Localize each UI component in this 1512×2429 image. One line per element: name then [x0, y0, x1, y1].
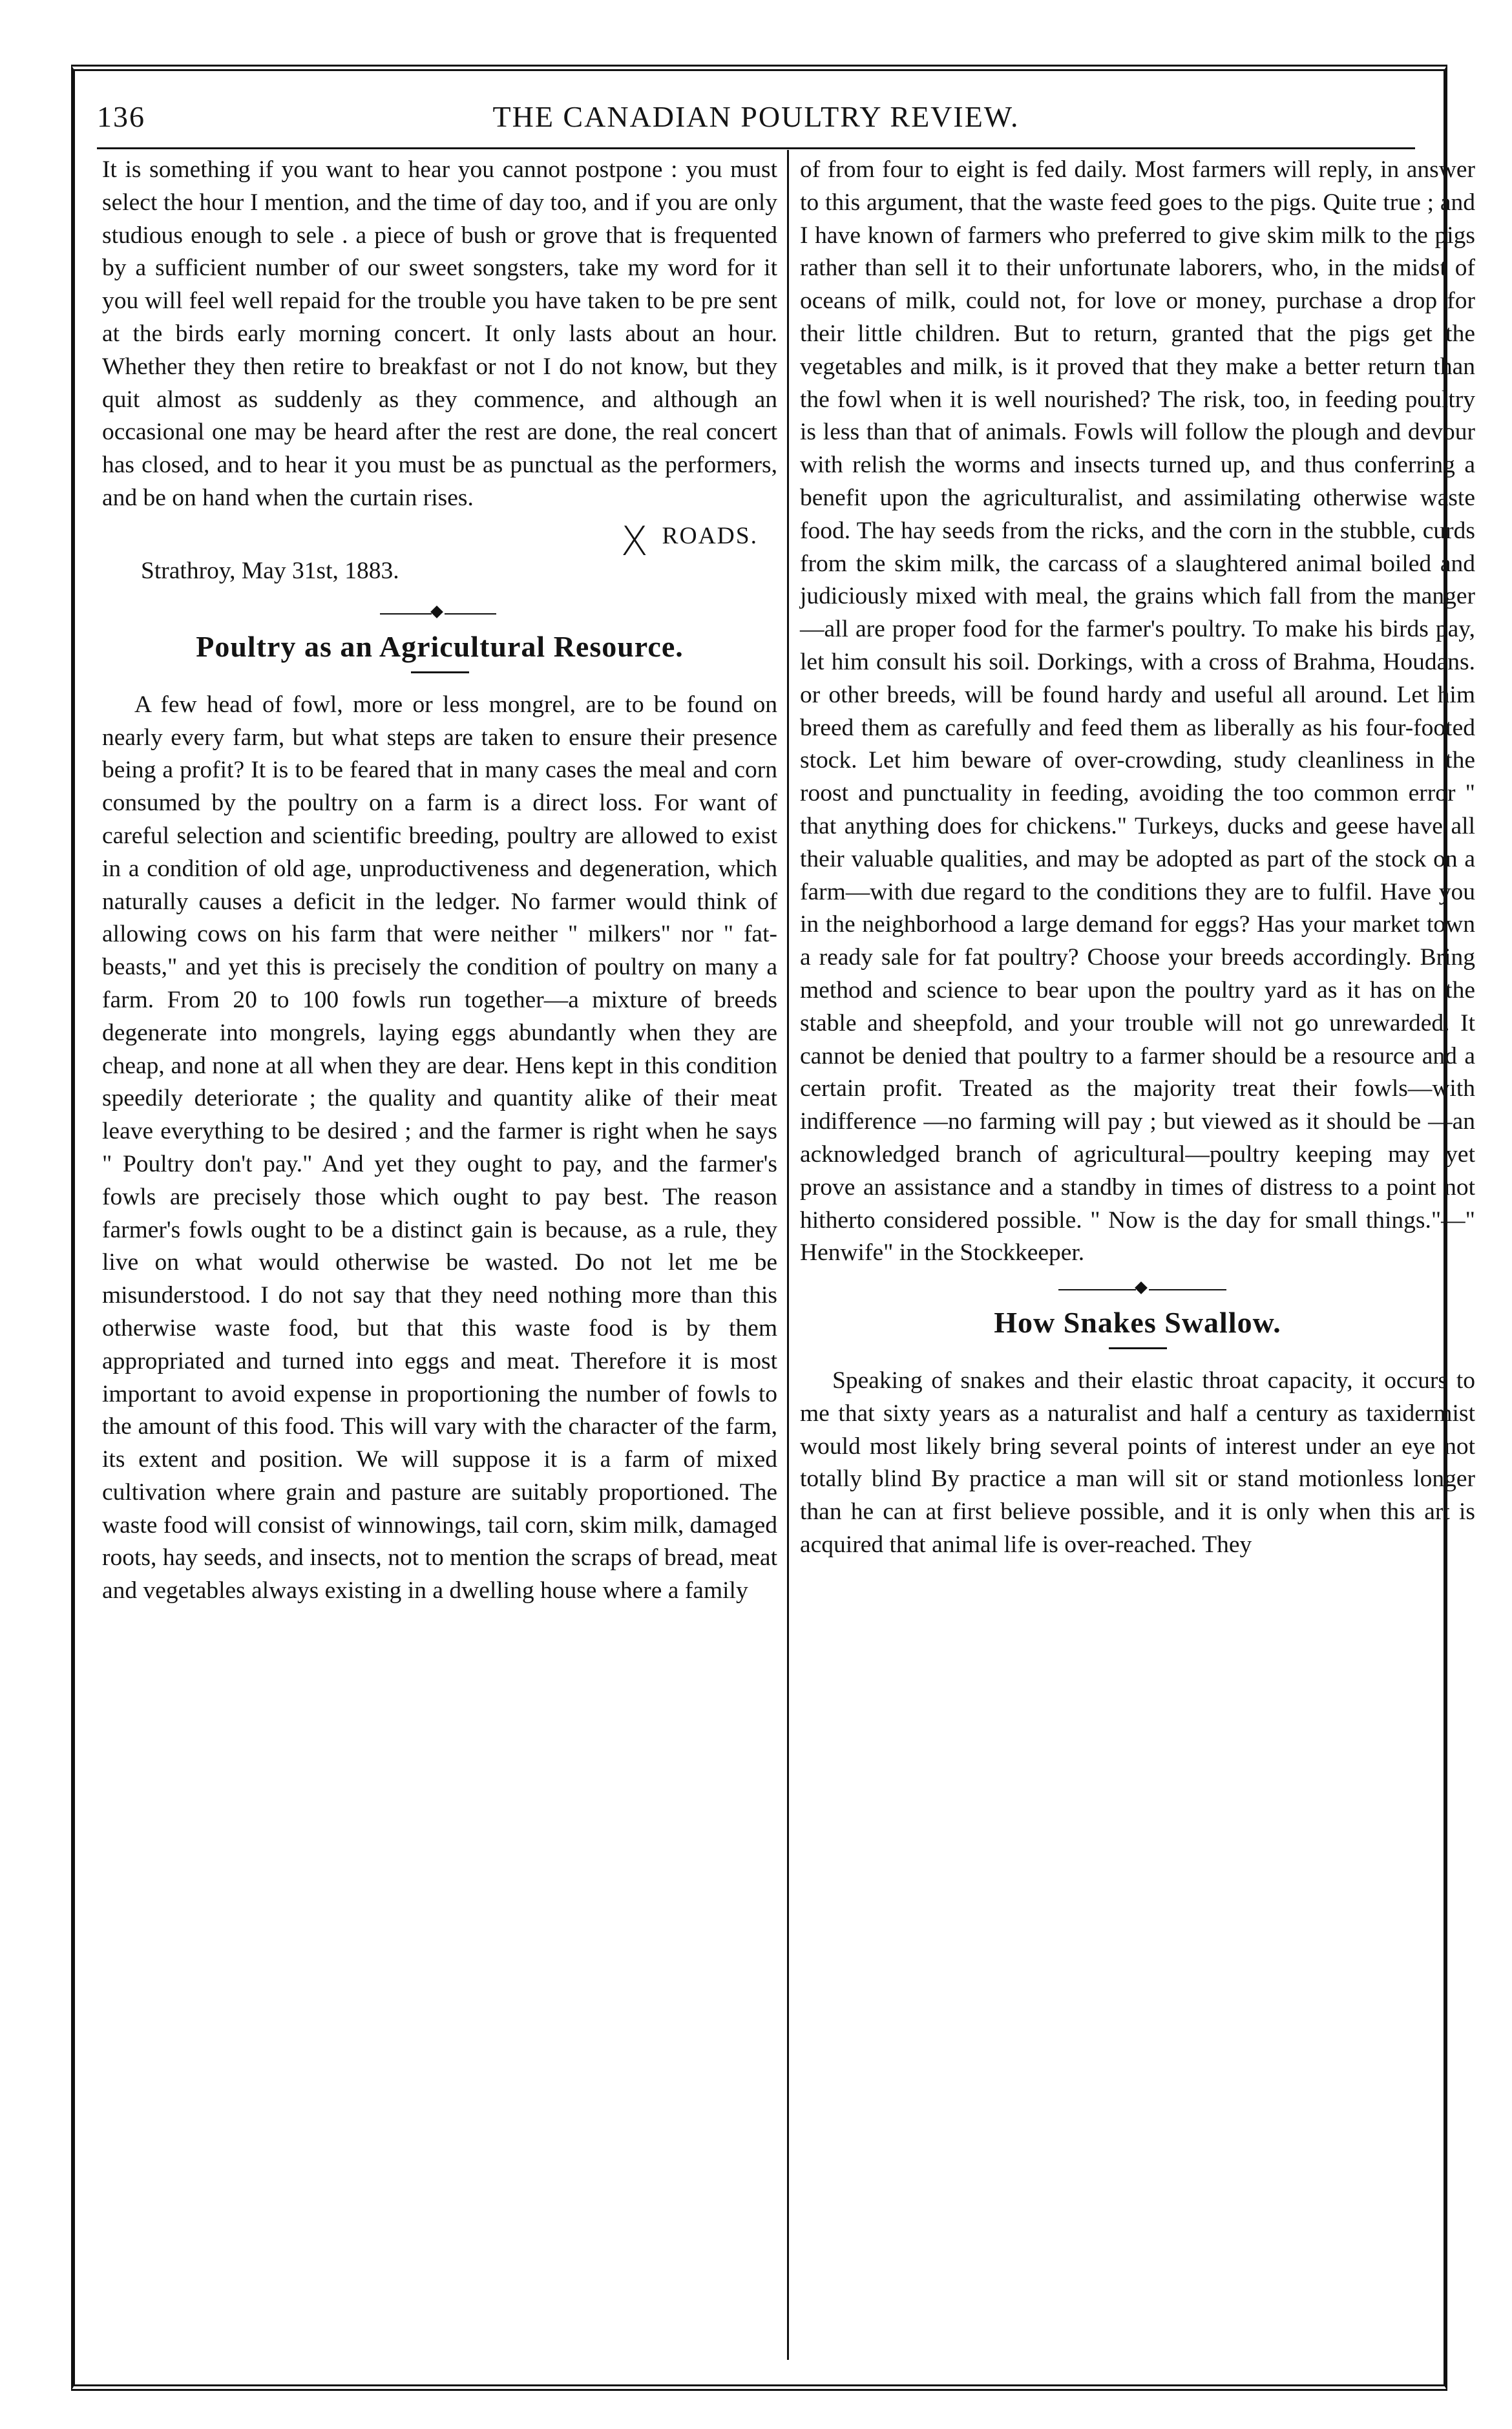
column-divider — [787, 150, 789, 2360]
poultry-article-continued: of from four to eight is fed daily. Most farmers will reply, in answer to this argument, that the waste feed goes to the pigs. Quite true ; and I have known of farmers who preferred to give skim milk to the pigs rather than sell it to their unfortunate laborers, who, in the midst of oceans of milk, could not, for love or money, purchase a drop for their little children. But to return, granted that the pigs get the vegetables and milk, is it proved that they make a better return than the fowl when it is well nourished? The risk, too, in feeding poultry is less than that of animals. Fowls will follow the plough and devour with relish the worms and insects turned up, and thus conferring a benefit upon the agriculturalist, and assimilating otherwise waste food. The hay seeds from the ricks, and the corn in the stubble, curds from the skim milk, the carcass of a slaughtered animal boiled and judiciously mixed with meal, the grains which fall from the manger—all are proper food for the farmer's poultry. To make his birds pay, let him consult his soil. Dorkings, with a cross of Brahma, Houdans. or other breeds, will be found hardy and useful all around. Let him breed them as carefully and feed them as liberally as his four-footed stock. Let him beware of over-crowding, study cleanliness in the roost and punctuality in feeding, avoiding the too common error " that anything does for chickens." Turkeys, ducks and geese have all their valuable qualities, and may be adopted as part of the stock on a farm—with due regard to the conditions they are to fulfil. Have you in the neighborhood a large demand for eggs? Has your market town a ready sale for fat poultry? Choose your breeds accordingly. Bring method and science to bear upon the poultry yard as it has on the stable and sheepfold, and your trouble will not go unrewarded. It cannot be denied that poultry to a farmer should be a resource and a certain profit. Treated as the majority treat their fowls—with indifference —no farming will pay ; but viewed as it should be —an acknowledged branch of agricultural—poultry keeping may yet prove an assistance and a standby in times of distress to a point not hitherto considered possible. " Now is the day for small things."—" Henwife" in the Stockkeeper. — [800, 156, 1475, 1267]
left-column — [102, 154, 777, 1608]
dateline: Strathroy, May 31st, 1883. — [141, 557, 399, 584]
poultry-article-body: A few head of fowl, more or less mongrel, are to be found on nearly every farm, but what steps are taken to ensure their presence being a profit? It is to be feared that in many cases the meal and corn consumed by the poultry on a farm is a direct loss. For want of careful selection and scientific breeding, poultry are allowed to exist in a condition of old age, unproductiveness and degeneration, which naturally causes a deficit in the ledger. No farmer would think of allowing cows on his farm that were neither " milkers" nor " fat-beasts," and yet this is precisely the condition of poultry on many a farm. From 20 to 100 fowls run together—a mixture of breeds degenerate into mongrels, laying eggs abundantly when they are cheap, and none at all when they are dear. Hens kept in this condition speedily deteriorate ; the quality and quantity alike of their meat leave everything to be desired ; and the farmer is right when he says " Poultry don't pay." And yet they ought to pay, and the farmer's fowls are precisely those which ought to pay best. The reason farmer's fowls ought to be a distinct gain is because, as a rule, they live on what would otherwise be wasted. Do not let me be misunderstood. I do not say that they need nothing more than this otherwise waste food, but that this waste food is by them appropriated and turned into eggs and meat. Therefore it is most important to avoid expense in proportioning the number of fowls to the amount of this food. This will vary with the character of the farm, its extent and position. We will suppose it is a farm of mixed cultivation where grain and pasture are suitably proportioned. The waste food will consist of winnowings, tail corn, skim milk, damaged roots, hay seeds, and insects, not to mention the scraps of bread, meat and vegetables always existing in a dwelling house where a family — [102, 691, 777, 1604]
signature-name: ROADS. — [662, 522, 758, 549]
signature-block — [102, 515, 777, 599]
ornament-diamond — [1135, 1281, 1148, 1294]
roads-paragraph: It is something if you want to hear you cannot postpone : you must select the hour I mention, and the time of day too, and if you are only studious enough to sele . a piece of bush or grove that is frequented by a sufficient number of our sweet songsters, take my word for it you will feel well repaid for the trouble you have taken to be pre sent at the birds early morning concert. It only lasts about an hour. Whether they then retire to breakfast or not I do not know, but they quit almost as suddenly as they commence, and although an occasional one may be heard after the rest are done, the real concert has closed, and to hear it you must be as punctual as the performers, and be on hand when the curtain rises. — [102, 156, 777, 511]
ornament-line-right — [1149, 1289, 1226, 1290]
ornament-line-left — [1058, 1289, 1136, 1290]
right-column — [800, 154, 1475, 1562]
heading-rule — [411, 671, 469, 673]
page-number: 136 — [97, 100, 145, 133]
heading-rule — [1109, 1347, 1167, 1349]
running-title: THE CANADIAN POULTRY REVIEW. — [492, 100, 1020, 133]
ornament-line-right — [445, 613, 496, 615]
section-ornament — [800, 1275, 1475, 1303]
ornament-diamond — [430, 605, 443, 618]
snakes-article-body: Speaking of snakes and their elastic throat capacity, it occurs to me that sixty years as a naturalist and half a century as taxidermist would most likely bring several points of interest under an eye not totally blind By practice a man will sit or stand motionless longer than he can at first believe possible, and it is only when this art is acquired that animal life is over-reached. They — [800, 1367, 1475, 1559]
article-heading: Poultry as an Agricultural Resource. — [196, 629, 684, 663]
header-rule — [97, 147, 1415, 149]
section-ornament — [102, 599, 777, 627]
ornament-line-left — [380, 613, 432, 615]
signature-cross: X — [620, 517, 648, 565]
page-header — [97, 97, 1415, 142]
article-heading: How Snakes Swallow. — [994, 1306, 1281, 1340]
